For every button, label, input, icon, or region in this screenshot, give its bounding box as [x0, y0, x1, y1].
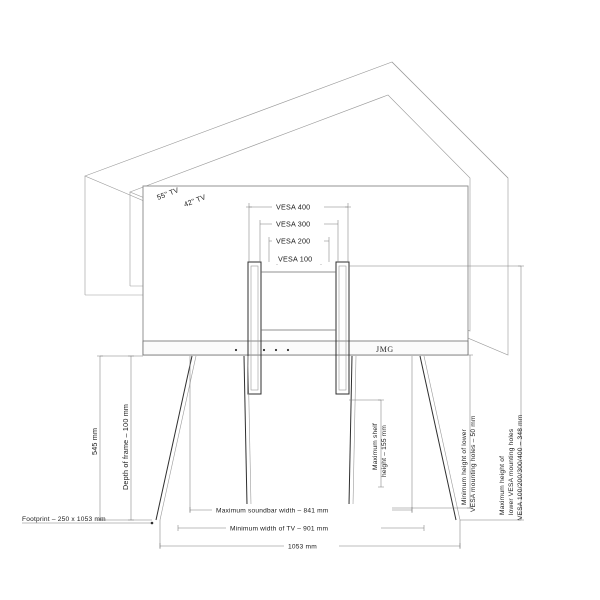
max-vesa-line3: VESA 100/200/300/400 – 348 mm — [517, 414, 524, 520]
stand-legs — [156, 356, 460, 520]
height-545-label: 545 mm — [90, 427, 99, 455]
max-vesa-line1: Maximum height of — [499, 455, 506, 515]
dim-min-tv-width — [178, 522, 424, 533]
min-lower-vesa-line2: VESA mounting holes – 50 mm — [470, 415, 477, 512]
max-shelf-height-line1: Maximum shelf — [372, 423, 379, 470]
vesa-300-label: VESA 300 — [276, 219, 311, 229]
tv-42-label: 42" TV — [182, 192, 208, 209]
vesa-200-label: VESA 200 — [276, 236, 311, 246]
min-tv-width-label: Minimum width of TV – 901 mm — [230, 525, 329, 533]
min-lower-vesa-line1: Minimum height of lower — [461, 428, 468, 505]
dim-depth-of-frame — [121, 356, 134, 520]
max-soundbar-width-label: Maximum soundbar width – 841 mm — [216, 507, 329, 515]
max-vesa-line2: lower VESA mounting holes — [508, 428, 515, 515]
tv-55-label: 55" TV — [155, 185, 181, 202]
vesa-100-label: VESA 100 — [278, 254, 313, 264]
max-shelf-height-line2: height – 155 mm — [381, 424, 388, 477]
overall-width-label: 1053 mm — [288, 543, 317, 551]
depth-of-frame-label: Depth of frame – 100 mm — [121, 403, 130, 490]
brand-logo: JMG — [376, 345, 394, 354]
dim-min-lower-vesa — [349, 355, 477, 512]
footprint-label: Footprint – 250 x 1053 mm — [22, 516, 106, 523]
vesa-400-label: VESA 400 — [276, 202, 311, 212]
